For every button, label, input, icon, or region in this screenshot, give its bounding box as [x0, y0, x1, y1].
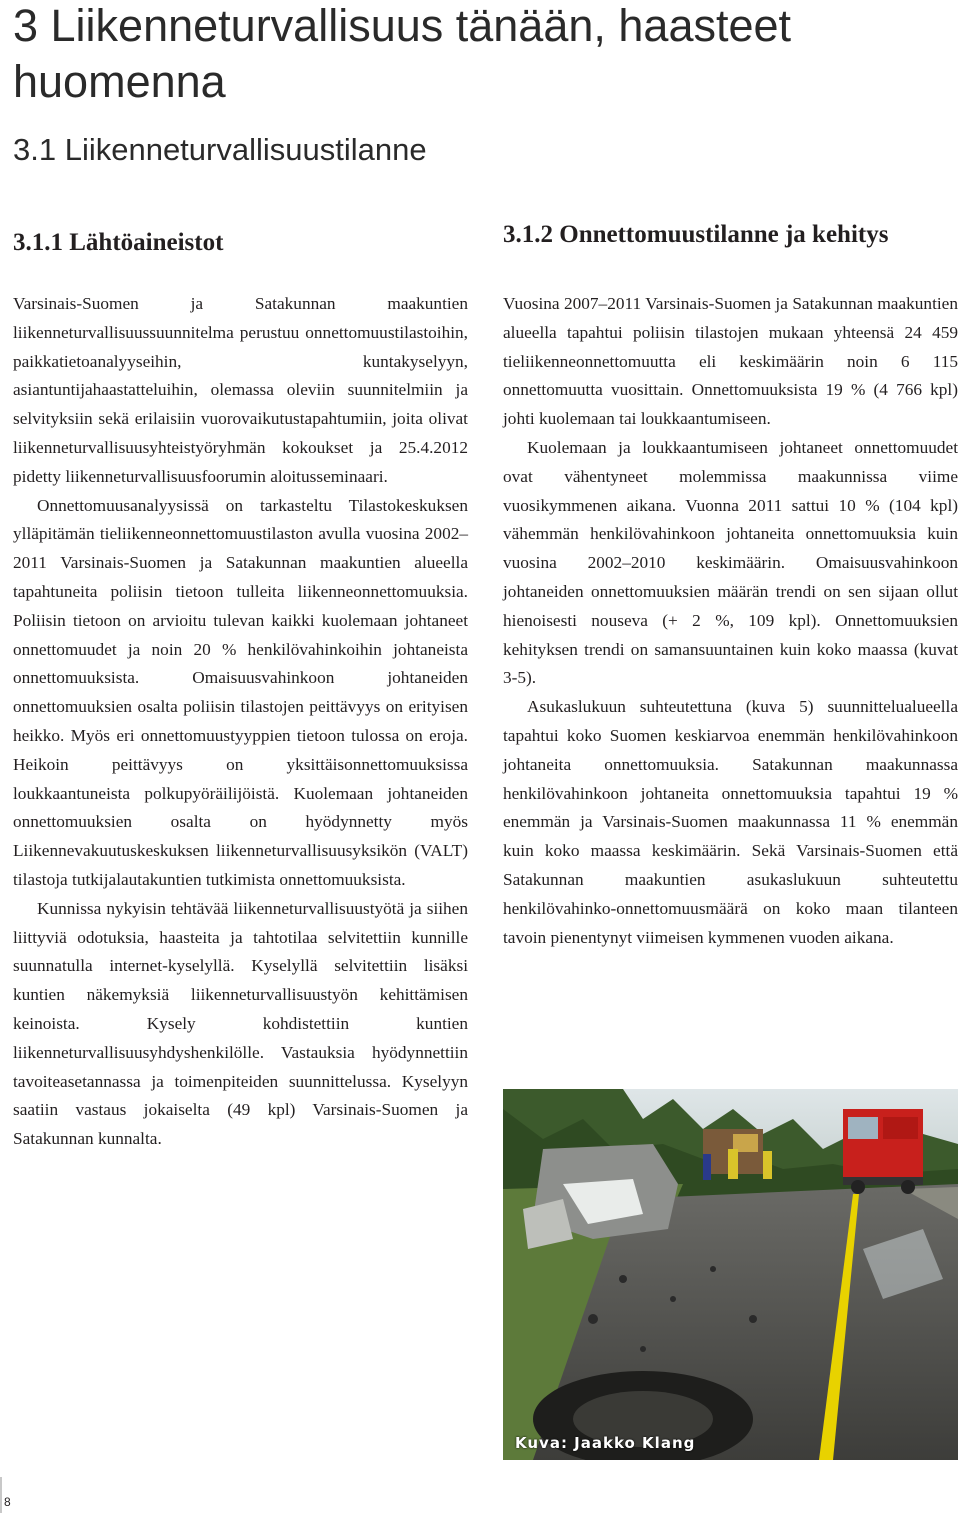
paragraph: Varsinais-Suomen ja Satakunnan maakuntien liikenneturvallisuussuunnitelma perustuu onnettomuustilastoihin, paikkatietoanalyyseihin, kuntakyselyyn, asiantuntijahaastatteluihin, olemassa oleviin suunnitelmiin ja selvityksiin sekä erilaisiin vuorovaikutustapahtumiin, joita olivat liikenneturvallisuusyhteistyöryhmän kokoukset ja 25.4.2012 pidetty liikenneturvallisuusfoorumin aloitusseminaari. — [13, 294, 468, 486]
left-column — [13, 290, 468, 1154]
paragraph: Vuosina 2007–2011 Varsinais-Suomen ja Satakunnan maakuntien alueella tapahtui poliisin tilastojen mukaan yhteensä 24 459 tieliikenneonnettomuutta eli keskimäärin noin 6 115 onnettomuutta vuosittain. Onnettomuuksista 19 % (4 766 kpl) johti kuolemaan tai loukkaantumiseen. — [503, 294, 958, 429]
accident-photo — [503, 1089, 958, 1460]
section-title: 3.1 Liikenneturvallisuustilanne — [13, 132, 427, 167]
paragraph: Onnettomuusanalyysissä on tarkasteltu Tilastokeskuksen ylläpitämän tieliikenneonnettomuustilaston avulla vuosina 2002–2011 Varsinais-Suomen ja Satakunnan maakuntien alueella tapahtuneita poliisin tietoon tulleita liikenneonnettomuuksia. Poliisin tietoon on arvioitu tulevan kaikki kuolemaan johtaneet onnettomuudet ja noin 20 % henkilövahinkoihin johtaneista onnettomuuksista. Omaisuusvahinkoon johtaneiden onnettomuuksien osalta poliisin tilastojen peittävyys on erityisen heikko. Myös eri onnettomuustyyppien tietoon tulossa on eroja. Heikoin peittävyys on yksittäisonnettomuuksissa loukkaantuneista polkupyöräilijöistä. Kuolemaan johtaneiden onnettomuuksien osalta on hyödynnetty myös Liikennevakuutuskeskuksen liikenneturvallisuusyksikön (VALT) tilastoja tutkijalautakuntien tutkimista onnettomuuksista. — [13, 495, 468, 889]
accident-scene-illustration — [503, 1089, 958, 1460]
photo-caption: Kuva: Jaakko Klang — [515, 1434, 696, 1452]
page-number: 8 — [4, 1495, 11, 1509]
paragraph: Kuolemaan ja loukkaantumiseen johtaneet onnettomuudet ovat vähentyneet molemmissa maakunnissa viime vuosikymmenen aikana. Vuonna 2011 sattui 10 % (104 kpl) vähemmän henkilövahinkoon johtaneita onnettomuuksia kuin vuosina 2002–2010 keskimäärin. Omaisuusvahinkoon johtaneiden onnettomuuksien määrän trendi on sen sijaan ollut hienoisesti nouseva (+ 2 %, 109 kpl). Onnettomuuksien kehityksen trendi on samansuuntainen kuin koko maassa (kuvat 3-5). — [503, 437, 958, 688]
subsection-title-left: 3.1.1 Lähtöaineistot — [13, 229, 224, 256]
right-column — [503, 290, 958, 952]
paragraph: Kunnissa nykyisin tehtävää liikenneturvallisuustyötä ja siihen liittyviä odotuksia, haasteita ja tahtotilaa selvitettiin kunnille suunnatulla internet-kyselyllä. Kyselyllä selvitettiin lisäksi kuntien näkemyksiä liikenneturvallisuustyön kehittämisen keinoista. Kysely kohdistettiin kuntien liikenneturvallisuusyhdyshenkilölle. Vastauksia hyödynnettiin tavoiteasetannassa ja toimenpiteiden suunnittelussa. Kyselyyn saatiin vastaus jokaiselta (49 kpl) Varsinais-Suomen ja Satakunnan kunnalta. — [13, 898, 468, 1149]
paragraph: Asukaslukuun suhteutettuna (kuva 5) suunnittelualueella tapahtui koko Suomen keskiarvoa enemmän henkilövahinkoon johtaneita onnettomuuksia. Satakunnan maakunnassa henkilövahinkoon johtaneita onnettomuuksia tapahtui 19 % enemmän ja Varsinais-Suomen maakunnassa 11 % enemmän kuin koko maassa keskimäärin. Sekä Varsinais-Suomen että Satakunnan maakuntien asukaslukuun suhteutettu henkilövahinko-onnettomuusmäärä on koko maan tilanteen tavoin pienentynyt viimeisen kymmenen vuoden aikana. — [503, 697, 958, 947]
chapter-title: 3 Liikenneturvallisuus tänään, haasteet huomenna — [13, 0, 792, 107]
subsection-title-right: 3.1.2 Onnettomuustilanne ja kehitys — [503, 221, 889, 248]
